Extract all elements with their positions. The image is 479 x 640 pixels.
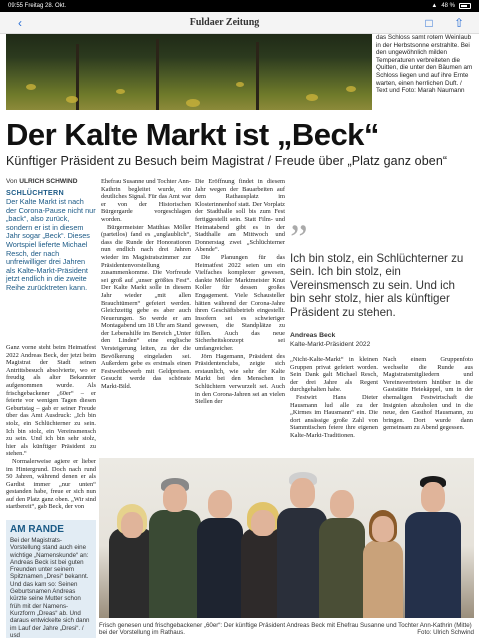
publication-title: Fuldaer Zeitung bbox=[189, 17, 260, 28]
article-column-4: „Nicht-Kalte-Markt“ in kleinen Gruppen privat gefeiert worden. Sein Dank galt Michael Resch, der drei Jahre als Regent durchgehalten habe. Festwirt Hans Dieter Hausmann lud alle zu der „Kirmes im Hausmann“ ein. Die dort ansässige große Zahl von Stammtischen feiere ihre eigenen Kalte-Markt-Traditionen. bbox=[290, 356, 378, 439]
status-time-date: 09:55 Freitag 28. Okt. bbox=[8, 3, 67, 9]
bookmark-icon[interactable]: □ bbox=[425, 15, 433, 30]
top-photo-castle bbox=[6, 34, 372, 110]
battery-percent: 48 % bbox=[441, 3, 455, 9]
newspaper-page[interactable] bbox=[0, 34, 479, 640]
battery-icon bbox=[459, 3, 471, 9]
am-rande-title: AM RANDE bbox=[10, 524, 64, 535]
byline-author: ULRICH SCHWIND bbox=[19, 178, 78, 185]
reader-toolbar bbox=[0, 12, 479, 34]
quote-role: Kalte-Markt-Präsident 2022 bbox=[290, 341, 371, 348]
back-button[interactable]: ‹ bbox=[18, 15, 22, 30]
article-subheadline: Künftiger Präsident zu Besuch beim Magistrat / Freude über „Platz ganz oben“ bbox=[6, 154, 448, 168]
top-photo-caption: das Schloss samt rotem Weinlaub in der Herbstsonne erstrahlte. Bei den ungewöhnlich milden Temperaturen verbreiteten die Quitten, die unter den Bäumen am Schloss liegen und auf ihre Ernte warten, einen herrlichen Duft. / Text und Foto: Marah Naumann bbox=[376, 34, 473, 95]
share-icon[interactable]: ⇧ bbox=[453, 15, 465, 30]
dateline: SCHLÜCHTERN bbox=[6, 188, 65, 197]
article-column-3: Die Eröffnung findet in diesem Jahr wegen der Bauarbeiten auf dem Rathausplatz im Klosterinnenhof statt. Der Vorplatz der Stadthalle soll bis zum Fest fertiggestellt sein. Statt Film- und Heimatabend gibt es in der Stadthalle am Mittwoch und Donnerstag zwei „Schlüchterner Abende“. Die Planungen für das Heimatfest 2022 seien um ein Vielfaches komplexer gewesen, dankte Möller Marktmeister Knut Koller für dessen großes Engagement. Viele Schausteller hätten während der Corona-Jahre ihren Geschäftsbetrieb eingestellt. Insofern sei es schwieriger gewesen, die Standplätze zu füllen. Auch das neue Sicherheitskonzept sei umfangreicher. Jörn Hagemann, Präsident des Präsidentenclubs, zeigte sich erstaunlich, wie sehr der Kalte Markt bei den Menschen in Schlüchtern verwurzelt sei. Auch in den Corona-Jahren sei an vielen Stellen der bbox=[195, 178, 285, 406]
status-bar bbox=[0, 0, 479, 12]
pull-quote: Ich bin stolz, ein Schlüchterner zu sein. Ich bin stolz, ein Vereinsmensch zu sein. Und ich bin sehr stolz, hier als künftiger Präsident zu stehen. bbox=[290, 252, 464, 319]
wifi-icon: ▲ bbox=[431, 3, 438, 9]
group-photo-caption: Frisch genesen und frischgebackener „60er“: Der künftige Präsident Andreas Beck mit Ehefrau Susanne und Tochter Ann-Kathrin (Mitte) bei der Vorstellung im Rathaus. bbox=[99, 622, 472, 637]
photo-credit: Foto: Ulrich Schwind bbox=[417, 629, 474, 636]
article-column-2: Ehefrau Susanne und Tochter Ann-Kathrin begleitet wurde, ein deutliches Signal. Für das Amt war er von der Historischen Bürgergarde vorgeschlagen worden. Bürgermeister Matthias Möller (parteilos) fand es „unglaublich“, dass die Runde der Honoratioren nun endlich nach drei Jahren wieder im Magistratszimmer zur Präsidentenvorstellung zusammenkomme. Die Vorfreude sei groß auf „unser größtes Fest“. Der Kalte Markt solle in diesem Jahr wieder „mit allen Brauchtümern“ gefeiert werden. Gleichzeitig gebe es aber auch Neuerungen. So werde er am Montagabend um 18 Uhr am Stand der Lebenshilfe im Bereich „Unter den Linden“ eine englische Versteigerung leiten, zu der die Bevölkerung eingeladen sei. Außerdem gebe es erstmals einen Festwettbewerb mit Geldpreisen. Gesucht werde das schönste Markt-Bild. bbox=[101, 178, 191, 391]
quote-author: Andreas Beck bbox=[290, 332, 336, 339]
article-column-5: Nach einem Gruppenfoto wechselte die Runde aus Magistratsmitgliedern und Vereinsvertretern hinüber in die Gaststätte Heiekäppel, um in der ehemaligen Festwirtschaft die Insignien abzuholen und in die neue, den Gasthof Hausmann, zu bringen. Dort wurde dann gemeinsam zu Abend gegessen. bbox=[383, 356, 473, 432]
article-headline: Der Kalte Markt ist „Beck“ bbox=[6, 117, 379, 152]
article-lead: Der Kalte Markt ist nach der Corona-Pause nicht nur „back“, also zurück, sondern er ist in diesem Jahr sogar „Beck“. Dieses Wortspiel lieferte Michael Resch, der nach unfreiwilliger drei Jahren als Kalte-Markt-Präsident jetzt endlich in die zweite Reihe zurücktreten kann. bbox=[6, 197, 96, 292]
byline: Von ULRICH SCHWIND bbox=[6, 178, 78, 185]
article-column-1: Ganz vorne steht beim Heimatfest 2022 Andreas Beck, der jetzt beim Magistrat der Stadt seinen Antrittsbesuch absolvierte, wo er freudig als alter Bekannter aufgenommen wurde. Als frischgebackener „60er“ – er feierte vor wenigen Tagen diesen Geburtstag – gab er seiner Freude über das Amt Ausdruck: „Ich bin stolz, ein Schlüchterner zu sein. Ich bin stolz, ein Vereinsmensch zu sein. Und ich bin sehr stolz, hier als künftiger Präsident zu stehen.“ Normalerweise agiere er lieber im Hintergrund. Doch nach rund 50 Jahren, während denen er als Gardist immer „nur unten“ gestanden habe, freue er sich nun auf den Platz ganz oben. „Wir sind startbereit“, gab Beck, der von bbox=[6, 344, 96, 511]
quote-mark-icon: ” bbox=[290, 216, 308, 261]
am-rande-text: Bei der Magistrats-Vorstellung stand auch eine wichtige „Namenskunde“ an: Andreas Beck ist bei guten Freunden unter seinem Spitznamen „Dresi“ bekannt. Und das kam so: Seinen Geburtsnamen Andreas kürzte seine Mutter schon früh mit der Namens-Kurzform „Dreas“ ab. Und daraus entwickelte sich dann im Lauf der Jahre „Dresi“. / usd bbox=[10, 537, 90, 639]
group-photo bbox=[99, 458, 474, 618]
am-rande-box bbox=[6, 520, 96, 638]
